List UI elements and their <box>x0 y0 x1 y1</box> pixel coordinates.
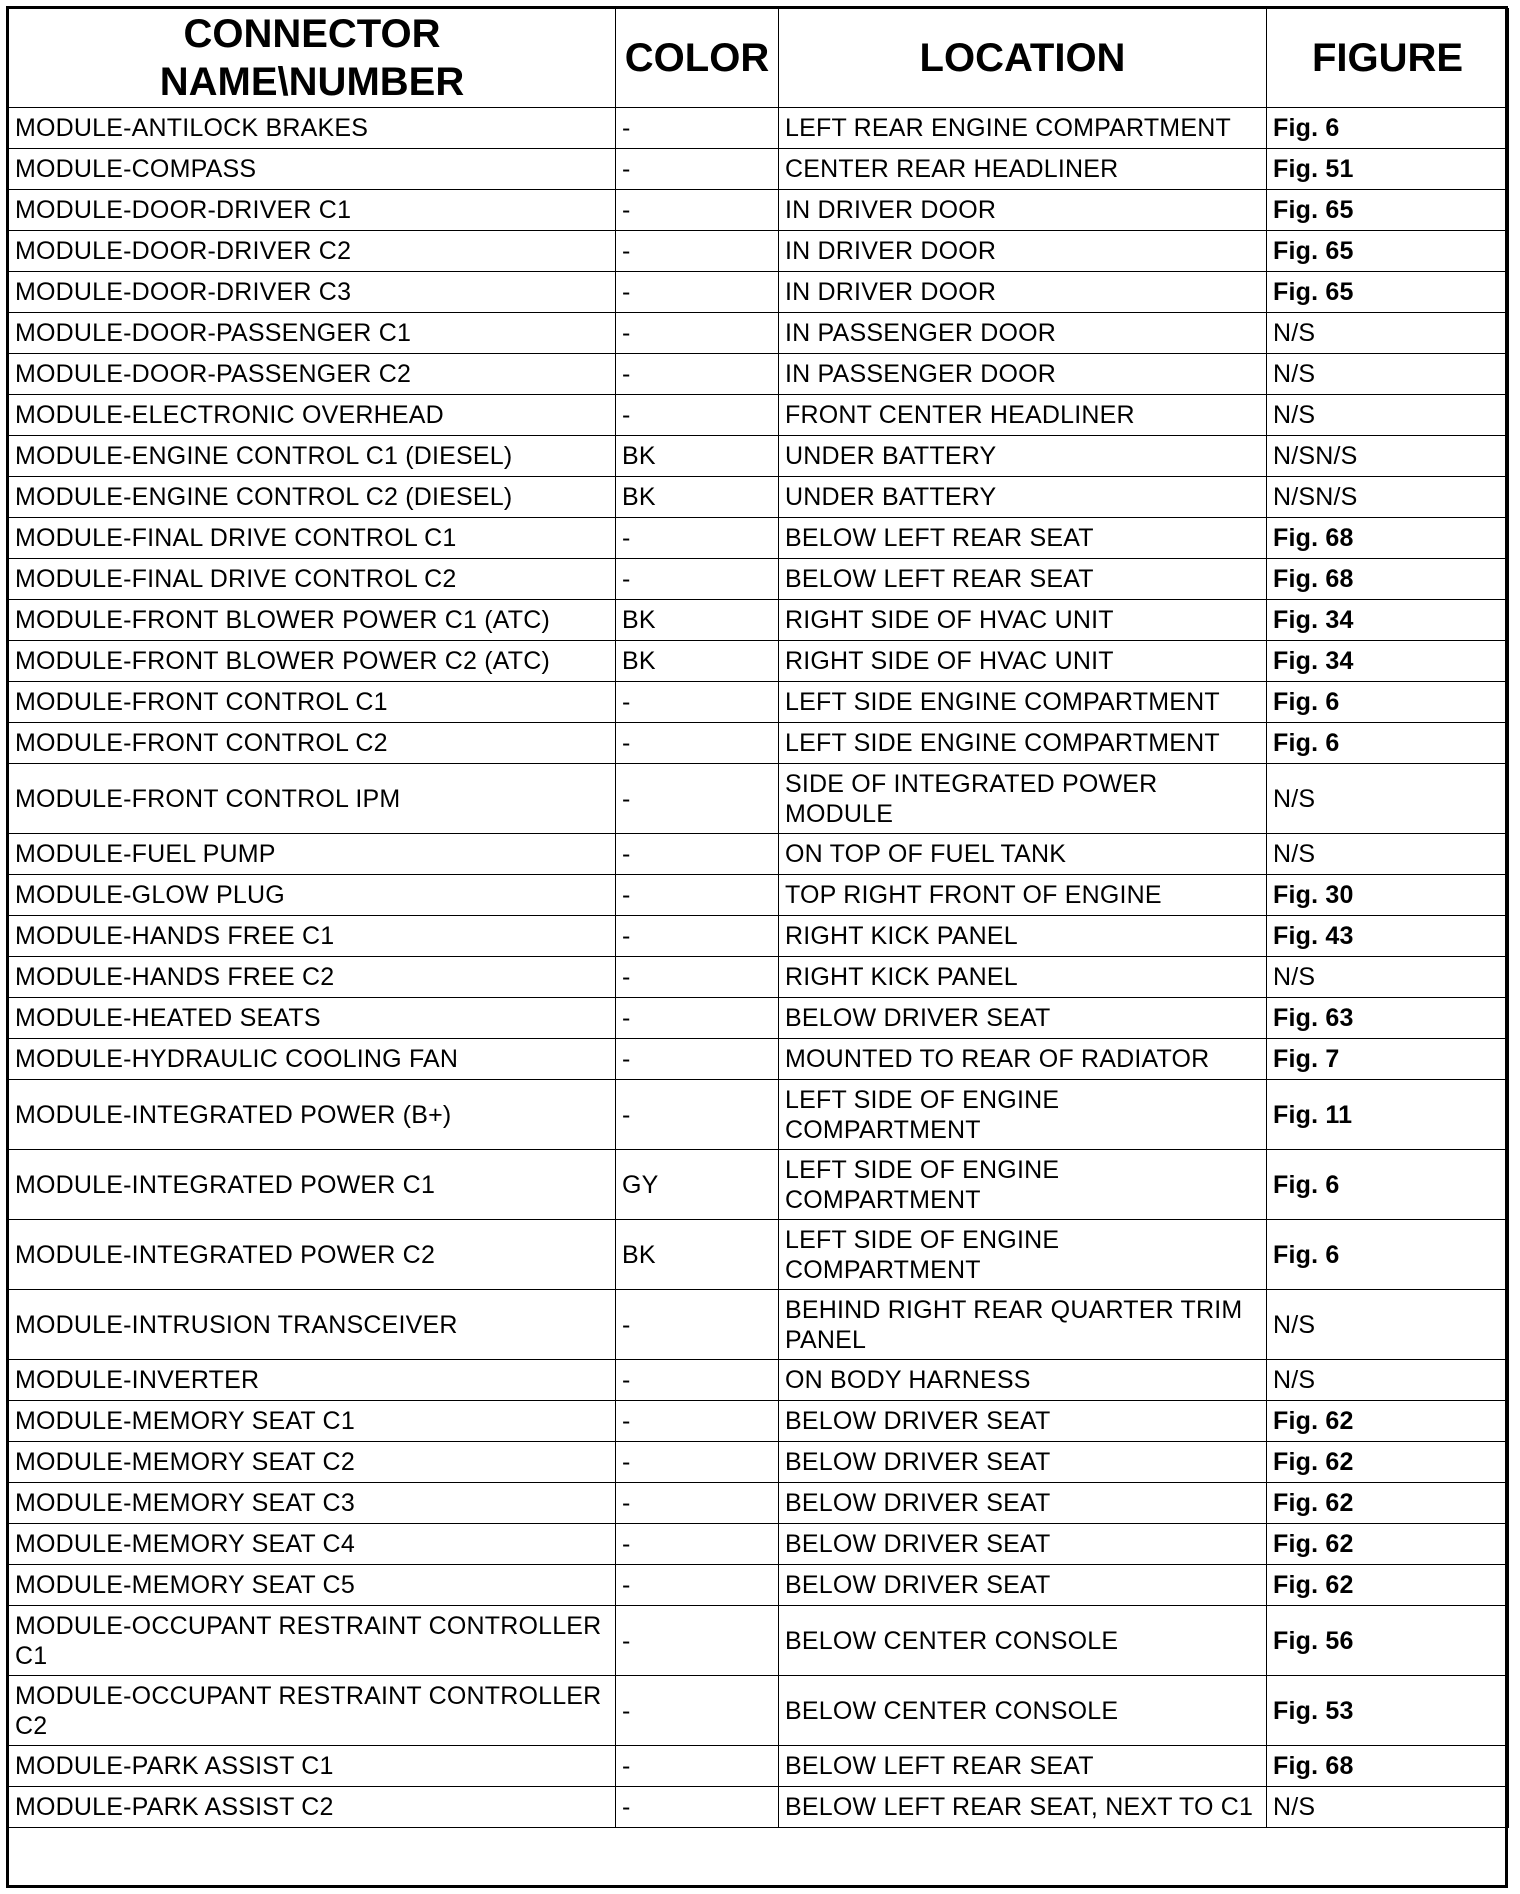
cell-color: - <box>616 1606 779 1676</box>
cell-color: BK <box>616 477 779 518</box>
table-row <box>9 1787 1509 1828</box>
cell-location: LEFT SIDE ENGINE COMPARTMENT <box>779 723 1267 764</box>
cell-connector-name: MODULE-DOOR-DRIVER C3 <box>9 272 616 313</box>
cell-connector-name: MODULE-OCCUPANT RESTRAINT CONTROLLER C1 <box>9 1606 616 1676</box>
cell-connector-name: MODULE-PARK ASSIST C2 <box>9 1787 616 1828</box>
cell-figure: Fig. 65 <box>1267 231 1509 272</box>
cell-location: LEFT REAR ENGINE COMPARTMENT <box>779 108 1267 149</box>
cell-figure: N/S <box>1267 957 1509 998</box>
cell-location: IN DRIVER DOOR <box>779 190 1267 231</box>
table-row <box>9 108 1509 149</box>
table-row <box>9 190 1509 231</box>
table-row <box>9 641 1509 682</box>
cell-location: TOP RIGHT FRONT OF ENGINE <box>779 875 1267 916</box>
table-row <box>9 313 1509 354</box>
cell-location: IN PASSENGER DOOR <box>779 354 1267 395</box>
cell-color: - <box>616 518 779 559</box>
cell-figure: N/S <box>1267 1360 1509 1401</box>
cell-connector-name: MODULE-MEMORY SEAT C1 <box>9 1401 616 1442</box>
cell-location: BELOW LEFT REAR SEAT <box>779 559 1267 600</box>
cell-figure: Fig. 7 <box>1267 1039 1509 1080</box>
table-row <box>9 916 1509 957</box>
cell-color: BK <box>616 600 779 641</box>
cell-location: BELOW LEFT REAR SEAT <box>779 1746 1267 1787</box>
cell-figure: Fig. 6 <box>1267 682 1509 723</box>
cell-location: IN DRIVER DOOR <box>779 231 1267 272</box>
cell-color: - <box>616 559 779 600</box>
cell-connector-name: MODULE-MEMORY SEAT C2 <box>9 1442 616 1483</box>
table-row <box>9 395 1509 436</box>
cell-location: BELOW DRIVER SEAT <box>779 1524 1267 1565</box>
cell-location: BELOW LEFT REAR SEAT <box>779 518 1267 559</box>
table-row <box>9 1360 1509 1401</box>
cell-color: - <box>616 354 779 395</box>
header-figure: FIGURE <box>1267 9 1509 108</box>
cell-connector-name: MODULE-OCCUPANT RESTRAINT CONTROLLER C2 <box>9 1676 616 1746</box>
table-row <box>9 1606 1509 1676</box>
cell-color: - <box>616 723 779 764</box>
cell-connector-name: MODULE-FRONT CONTROL IPM <box>9 764 616 834</box>
cell-figure: N/SN/S <box>1267 436 1509 477</box>
table-row <box>9 998 1509 1039</box>
cell-color: - <box>616 998 779 1039</box>
cell-connector-name: MODULE-FUEL PUMP <box>9 834 616 875</box>
cell-connector-name: MODULE-FRONT CONTROL C2 <box>9 723 616 764</box>
table-row <box>9 1676 1509 1746</box>
cell-connector-name: MODULE-GLOW PLUG <box>9 875 616 916</box>
cell-connector-name: MODULE-MEMORY SEAT C4 <box>9 1524 616 1565</box>
table-row <box>9 1565 1509 1606</box>
cell-connector-name: MODULE-FRONT BLOWER POWER C2 (ATC) <box>9 641 616 682</box>
cell-color: - <box>616 1524 779 1565</box>
cell-figure: N/SN/S <box>1267 477 1509 518</box>
cell-figure: Fig. 65 <box>1267 272 1509 313</box>
cell-figure: Fig. 65 <box>1267 190 1509 231</box>
cell-location: BELOW DRIVER SEAT <box>779 1565 1267 1606</box>
cell-figure: N/S <box>1267 313 1509 354</box>
cell-figure: N/S <box>1267 1787 1509 1828</box>
cell-figure: Fig. 51 <box>1267 149 1509 190</box>
cell-color: BK <box>616 1220 779 1290</box>
cell-connector-name: MODULE-HANDS FREE C1 <box>9 916 616 957</box>
cell-location: RIGHT KICK PANEL <box>779 957 1267 998</box>
cell-color: BK <box>616 641 779 682</box>
header-color: COLOR <box>616 9 779 108</box>
table-row <box>9 436 1509 477</box>
cell-connector-name: MODULE-HYDRAULIC COOLING FAN <box>9 1039 616 1080</box>
cell-location: BELOW DRIVER SEAT <box>779 1483 1267 1524</box>
table-row <box>9 1080 1509 1150</box>
cell-location: LEFT SIDE OF ENGINE COMPARTMENT <box>779 1150 1267 1220</box>
table-row <box>9 477 1509 518</box>
cell-color: - <box>616 1787 779 1828</box>
cell-connector-name: MODULE-INTEGRATED POWER C2 <box>9 1220 616 1290</box>
cell-connector-name: MODULE-DOOR-DRIVER C2 <box>9 231 616 272</box>
table-row <box>9 764 1509 834</box>
cell-figure: Fig. 6 <box>1267 108 1509 149</box>
cell-figure: Fig. 53 <box>1267 1676 1509 1746</box>
table-row <box>9 1524 1509 1565</box>
cell-figure: N/S <box>1267 764 1509 834</box>
cell-figure: Fig. 62 <box>1267 1524 1509 1565</box>
cell-location: SIDE OF INTEGRATED POWER MODULE <box>779 764 1267 834</box>
cell-connector-name: MODULE-COMPASS <box>9 149 616 190</box>
cell-color: - <box>616 395 779 436</box>
cell-connector-name: MODULE-MEMORY SEAT C3 <box>9 1483 616 1524</box>
table-row <box>9 834 1509 875</box>
cell-figure: Fig. 6 <box>1267 1150 1509 1220</box>
table-header-row <box>9 9 1509 108</box>
table-row <box>9 1039 1509 1080</box>
header-location: LOCATION <box>779 9 1267 108</box>
cell-connector-name: MODULE-INTRUSION TRANSCEIVER <box>9 1290 616 1360</box>
cell-figure: Fig. 68 <box>1267 1746 1509 1787</box>
cell-location: IN DRIVER DOOR <box>779 272 1267 313</box>
cell-location: ON BODY HARNESS <box>779 1360 1267 1401</box>
cell-location: CENTER REAR HEADLINER <box>779 149 1267 190</box>
cell-connector-name: MODULE-FINAL DRIVE CONTROL C1 <box>9 518 616 559</box>
table-row <box>9 1220 1509 1290</box>
cell-color: - <box>616 916 779 957</box>
cell-figure: N/S <box>1267 395 1509 436</box>
cell-figure: Fig. 6 <box>1267 1220 1509 1290</box>
cell-location: BELOW DRIVER SEAT <box>779 998 1267 1039</box>
cell-color: GY <box>616 1150 779 1220</box>
cell-color: - <box>616 957 779 998</box>
cell-location: RIGHT KICK PANEL <box>779 916 1267 957</box>
table-row <box>9 875 1509 916</box>
cell-figure: Fig. 56 <box>1267 1606 1509 1676</box>
cell-location: LEFT SIDE ENGINE COMPARTMENT <box>779 682 1267 723</box>
table-row <box>9 1746 1509 1787</box>
cell-location: ON TOP OF FUEL TANK <box>779 834 1267 875</box>
cell-connector-name: MODULE-INTEGRATED POWER C1 <box>9 1150 616 1220</box>
cell-color: - <box>616 190 779 231</box>
cell-location: BELOW CENTER CONSOLE <box>779 1676 1267 1746</box>
cell-color: - <box>616 1442 779 1483</box>
cell-location: UNDER BATTERY <box>779 436 1267 477</box>
cell-color: - <box>616 1080 779 1150</box>
cell-location: RIGHT SIDE OF HVAC UNIT <box>779 641 1267 682</box>
cell-connector-name: MODULE-FINAL DRIVE CONTROL C2 <box>9 559 616 600</box>
cell-figure: Fig. 30 <box>1267 875 1509 916</box>
table-row <box>9 1442 1509 1483</box>
cell-location: FRONT CENTER HEADLINER <box>779 395 1267 436</box>
header-connector-name: CONNECTOR NAME\NUMBER <box>9 9 616 108</box>
table-row <box>9 682 1509 723</box>
cell-figure: Fig. 6 <box>1267 723 1509 764</box>
cell-color: BK <box>616 436 779 477</box>
cell-color: - <box>616 1360 779 1401</box>
cell-connector-name: MODULE-DOOR-PASSENGER C2 <box>9 354 616 395</box>
cell-connector-name: MODULE-ENGINE CONTROL C1 (DIESEL) <box>9 436 616 477</box>
cell-figure: Fig. 34 <box>1267 600 1509 641</box>
cell-location: BELOW DRIVER SEAT <box>779 1442 1267 1483</box>
table-row <box>9 518 1509 559</box>
cell-connector-name: MODULE-HEATED SEATS <box>9 998 616 1039</box>
cell-figure: N/S <box>1267 1290 1509 1360</box>
cell-figure: Fig. 62 <box>1267 1483 1509 1524</box>
cell-location: BELOW DRIVER SEAT <box>779 1401 1267 1442</box>
table-row <box>9 1290 1509 1360</box>
cell-connector-name: MODULE-MEMORY SEAT C5 <box>9 1565 616 1606</box>
cell-connector-name: MODULE-DOOR-PASSENGER C1 <box>9 313 616 354</box>
cell-color: - <box>616 272 779 313</box>
cell-connector-name: MODULE-FRONT CONTROL C1 <box>9 682 616 723</box>
cell-connector-name: MODULE-ELECTRONIC OVERHEAD <box>9 395 616 436</box>
cell-location: IN PASSENGER DOOR <box>779 313 1267 354</box>
cell-location: RIGHT SIDE OF HVAC UNIT <box>779 600 1267 641</box>
table-row <box>9 354 1509 395</box>
cell-color: - <box>616 1746 779 1787</box>
cell-figure: Fig. 62 <box>1267 1442 1509 1483</box>
cell-location: BEHIND RIGHT REAR QUARTER TRIM PANEL <box>779 1290 1267 1360</box>
cell-location: BELOW LEFT REAR SEAT, NEXT TO C1 <box>779 1787 1267 1828</box>
cell-color: - <box>616 108 779 149</box>
cell-figure: Fig. 62 <box>1267 1565 1509 1606</box>
cell-figure: Fig. 11 <box>1267 1080 1509 1150</box>
cell-figure: Fig. 68 <box>1267 559 1509 600</box>
cell-connector-name: MODULE-ANTILOCK BRAKES <box>9 108 616 149</box>
table-row <box>9 957 1509 998</box>
cell-color: - <box>616 834 779 875</box>
cell-figure: Fig. 62 <box>1267 1401 1509 1442</box>
cell-color: - <box>616 231 779 272</box>
cell-figure: Fig. 43 <box>1267 916 1509 957</box>
cell-connector-name: MODULE-ENGINE CONTROL C2 (DIESEL) <box>9 477 616 518</box>
cell-figure: Fig. 63 <box>1267 998 1509 1039</box>
connector-table <box>8 8 1509 1828</box>
cell-location: LEFT SIDE OF ENGINE COMPARTMENT <box>779 1220 1267 1290</box>
table-row <box>9 600 1509 641</box>
cell-color: - <box>616 1565 779 1606</box>
cell-connector-name: MODULE-FRONT BLOWER POWER C1 (ATC) <box>9 600 616 641</box>
cell-location: UNDER BATTERY <box>779 477 1267 518</box>
cell-color: - <box>616 682 779 723</box>
cell-color: - <box>616 313 779 354</box>
table-row <box>9 559 1509 600</box>
cell-color: - <box>616 764 779 834</box>
cell-figure: N/S <box>1267 834 1509 875</box>
cell-color: - <box>616 1676 779 1746</box>
cell-color: - <box>616 1039 779 1080</box>
cell-connector-name: MODULE-PARK ASSIST C1 <box>9 1746 616 1787</box>
table-row <box>9 231 1509 272</box>
table-row <box>9 272 1509 313</box>
cell-connector-name: MODULE-INVERTER <box>9 1360 616 1401</box>
cell-color: - <box>616 1401 779 1442</box>
cell-figure: N/S <box>1267 354 1509 395</box>
cell-color: - <box>616 1290 779 1360</box>
table-body <box>9 108 1509 1828</box>
cell-color: - <box>616 149 779 190</box>
cell-location: MOUNTED TO REAR OF RADIATOR <box>779 1039 1267 1080</box>
cell-location: BELOW CENTER CONSOLE <box>779 1606 1267 1676</box>
cell-color: - <box>616 1483 779 1524</box>
cell-connector-name: MODULE-DOOR-DRIVER C1 <box>9 190 616 231</box>
table-row <box>9 723 1509 764</box>
cell-figure: Fig. 68 <box>1267 518 1509 559</box>
table-row <box>9 1150 1509 1220</box>
table-row <box>9 149 1509 190</box>
cell-figure: Fig. 34 <box>1267 641 1509 682</box>
cell-color: - <box>616 875 779 916</box>
cell-location: LEFT SIDE OF ENGINE COMPARTMENT <box>779 1080 1267 1150</box>
table-row <box>9 1483 1509 1524</box>
cell-connector-name: MODULE-INTEGRATED POWER (B+) <box>9 1080 616 1150</box>
cell-connector-name: MODULE-HANDS FREE C2 <box>9 957 616 998</box>
table-row <box>9 1401 1509 1442</box>
